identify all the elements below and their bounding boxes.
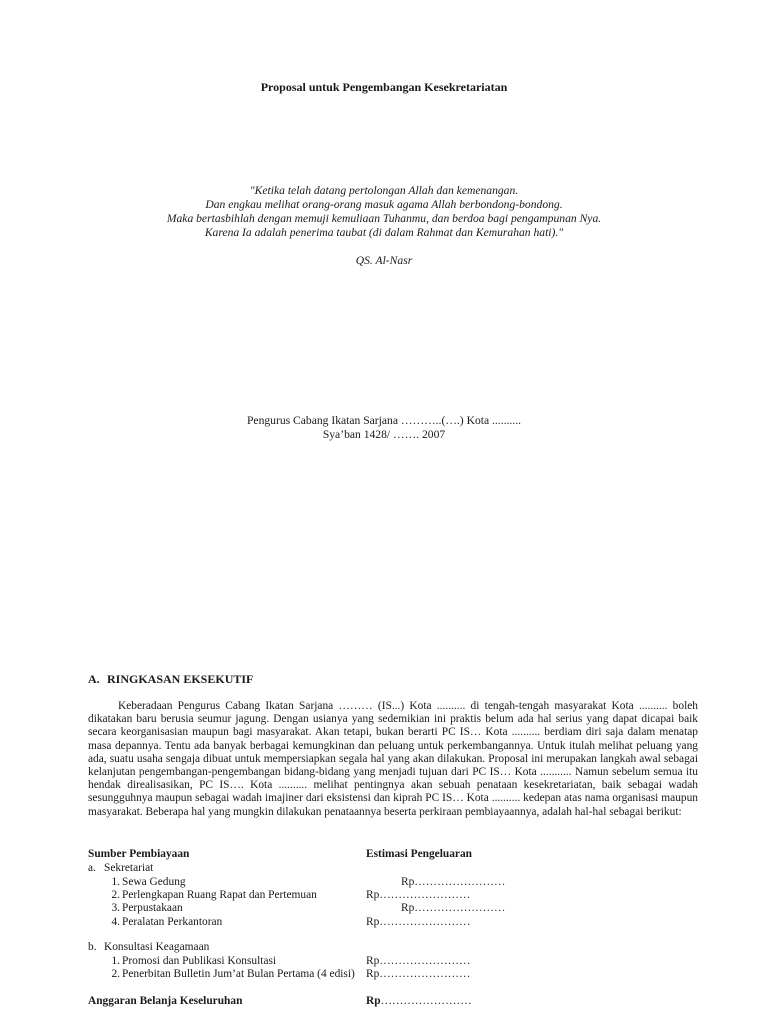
item-amount: Rp……………………: [366, 889, 471, 901]
quote-line: Dan engkau melihat orang-orang masuk agama Allah berbondong-bondong.: [205, 198, 563, 211]
item-name: Perpustakaan: [122, 902, 183, 914]
item-amount: Rp……………………: [401, 902, 506, 914]
section-label: A.: [88, 672, 100, 686]
item-name: Peralatan Perkantoran: [122, 916, 223, 928]
executive-summary-paragraph: [88, 700, 698, 819]
document-title: Proposal untuk Pengembangan Kesekretariatan: [260, 80, 508, 94]
item-number: 1.: [111, 876, 120, 888]
column-header-source: Sumber Pembiayaan: [88, 848, 190, 860]
total-amount: [366, 995, 472, 1009]
item-amount: Rp……………………: [366, 955, 471, 967]
item-name: Promosi dan Publikasi Konsultasi: [122, 955, 277, 967]
item-name: Perlengkapan Ruang Rapat dan Pertemuan: [122, 889, 317, 901]
total-label: Anggaran Belanja Keseluruhan: [88, 995, 243, 1007]
quote-line: "Ketika telah datang pertolongan Allah dan kemenangan.: [249, 184, 519, 197]
quote-line: Karena Ia adalah penerima taubat (di dalam Rahmat dan Kemurahan hati).": [204, 226, 564, 239]
quote-line: Maka bertasbihlah dengan memuji kemuliaan Tuhanmu, dan berdoa bagi pengampunan Nya.: [166, 212, 602, 225]
quote-source: QS. Al-Nasr: [355, 254, 413, 267]
organization-name: Pengurus Cabang Ikatan Sarjana ………..(….) Kota ..........: [246, 414, 521, 427]
item-number: 3.: [111, 902, 120, 914]
paragraph-text: Keberadaan Pengurus Cabang Ikatan Sarjana ……… (IS...) Kota .......... di tengah-tengah masyarakat Kota .......... boleh dikatakan baru berusia seumur jagung. Dengan usianya yang sedemikian ini praktis belum ada hal serius yang dapat dicapai baik secara keorganisasian maupun bagi masyarakat. Akan tetapi, bukan berarti PC IS… Kota .......... berdiam diri saja dalam menatap masa depannya. Tentu ada banyak berbagai kemungkinan dan peluang untuk perkembangannya. Untuk itulah melihat peluang yang ada, suatu usaha sengaja dibuat untuk mempersiapkan segala hal yang akan dilakukan. Proposal ini merupakan langkah awal sebagai kelanjutan pengembangan-pengembangan bidang-bidang yang menjadi tujuan dari PC IS… Kota ........... Namun sebelum semua itu hendak direalisasikan, PC IS…. Kota .......... melihat pentingnya akan sebuah penataan kesekretariatan, baik sebagai wadah sesungguhnya maupun sebagai wadah imajiner dari eksistensi dan kiprah PC IS… Kota .......... kedepan atas nama organisasi maupun masyarakat. Beberapa hal yang mungkin dilakukan penataannya beserta perkiraan pembiayaannya, adalah hal-hal sebagai berikut:: [88, 700, 698, 818]
group-name: Konsultasi Keagamaan: [104, 941, 210, 953]
item-number: 1.: [111, 955, 120, 967]
item-amount: Rp……………………: [401, 876, 506, 888]
item-number: 4.: [111, 916, 120, 928]
section-title: RINGKASAN EKSEKUTIF: [107, 672, 254, 686]
group-name: Sekretariat: [104, 862, 154, 874]
group-letter: a.: [88, 862, 96, 874]
item-amount: Rp……………………: [366, 916, 471, 928]
item-amount: Rp……………………: [366, 968, 471, 980]
organization-block: [0, 414, 768, 442]
total-amount-dots: ……………………: [380, 995, 472, 1007]
item-number: 2.: [111, 889, 120, 901]
section-a-heading: [88, 672, 253, 687]
total-amount-prefix: Rp: [366, 995, 381, 1007]
document-date: Sya’ban 1428/ ……. 2007: [322, 428, 446, 441]
item-name: Sewa Gedung: [122, 876, 186, 888]
group-letter: b.: [88, 941, 97, 953]
quote-block: [0, 184, 768, 240]
item-number: 2.: [111, 968, 120, 980]
column-header-estimate: Estimasi Pengeluaran: [366, 848, 472, 860]
item-name: Penerbitan Bulletin Jum’at Bulan Pertama (4 edisi): [122, 968, 355, 980]
